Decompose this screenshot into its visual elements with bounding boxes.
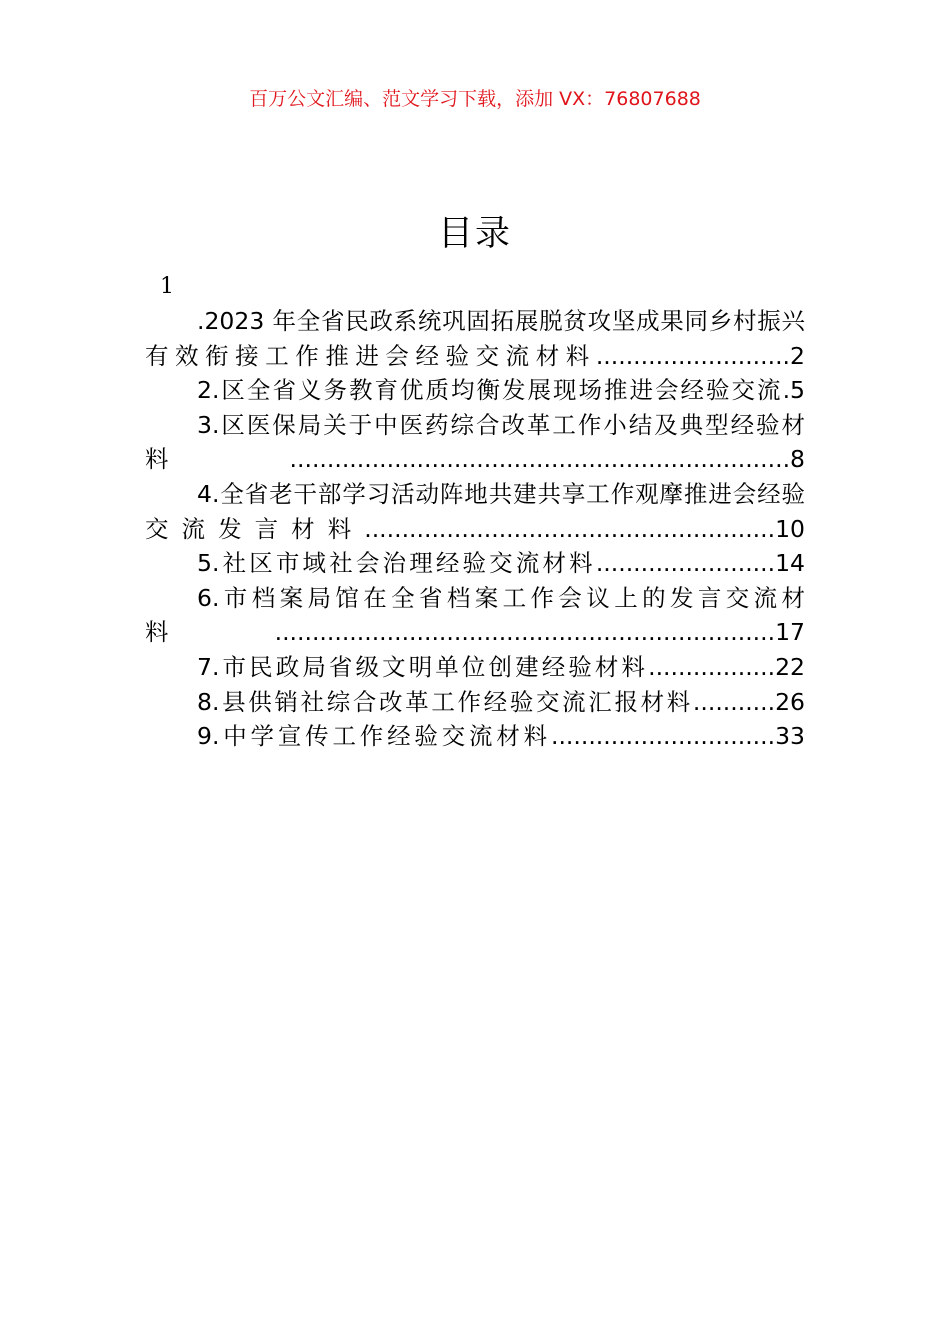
toc-entry-title: 2.区全省义务教育优质均衡发展现场推进会经验交流 [197, 376, 783, 405]
toc-page-number: 17 [775, 618, 805, 647]
toc-dot-leader: ................. [648, 652, 776, 681]
toc-entry-title: 8.县供销社综合改革工作经验交流汇报材料 [197, 687, 693, 716]
toc-page-number: 33 [775, 722, 805, 751]
toc-entry-4[interactable] [145, 477, 805, 546]
document-title: 目录 [437, 214, 512, 254]
toc-dot-leader: ....................................................... [364, 514, 776, 543]
toc-entry-2[interactable] [145, 373, 805, 408]
toc-dot-leader: ................................................................... [274, 618, 776, 647]
stray-number-mark: 1 [160, 274, 174, 299]
toc-dot-leader: .......................... [595, 341, 791, 370]
toc-dot-leader: ........... [692, 687, 776, 716]
toc-dot-leader: .............................. [550, 722, 776, 751]
toc-entry-title: .2023 年全省民政系统巩固拓展脱贫攻坚成果同乡村振兴有效衔接工作推进会经验交流材料 [145, 307, 805, 370]
toc-page-number: 14 [775, 549, 805, 578]
toc-entry-title: 6.市档案局馆在全省档案工作会议上的发言交流材料 [145, 583, 805, 647]
toc-dot-leader: ........................ [595, 549, 776, 578]
toc-entry-title: 5.社区市域社会治理经验交流材料 [197, 549, 596, 578]
toc-entry-9[interactable] [145, 719, 805, 754]
toc-page-number: 26 [775, 687, 805, 716]
toc-page-number: 5 [790, 376, 805, 405]
toc-entry-7[interactable] [145, 650, 805, 685]
toc-page-number: 2 [790, 341, 805, 370]
table-of-contents [145, 304, 805, 754]
toc-entry-title: 9.中学宣传工作经验交流材料 [197, 722, 551, 751]
toc-entry-5[interactable] [145, 546, 805, 581]
toc-entry-3[interactable] [145, 408, 805, 477]
toc-entry-6[interactable] [145, 581, 805, 650]
toc-dot-leader: ................................................................... [289, 445, 791, 474]
toc-entry-title: 3.区医保局关于中医药综合改革工作小结及典型经验材料 [145, 410, 805, 474]
toc-entry-title: 4.全省老干部学习活动阵地共建共享工作观摩推进会经验交流发言材料 [145, 479, 805, 543]
toc-entry-title: 7.市民政局省级文明单位创建经验材料 [197, 652, 649, 681]
toc-dot-leader: . [782, 376, 791, 405]
toc-page-number: 10 [775, 514, 805, 543]
toc-entry-8[interactable] [145, 685, 805, 720]
toc-page-number: 22 [775, 652, 805, 681]
toc-entry-1[interactable] [145, 304, 805, 373]
toc-page-number: 8 [790, 445, 805, 474]
header-note: 百万公文汇编、范文学习下载，添加 VX：76807688 [249, 88, 701, 110]
